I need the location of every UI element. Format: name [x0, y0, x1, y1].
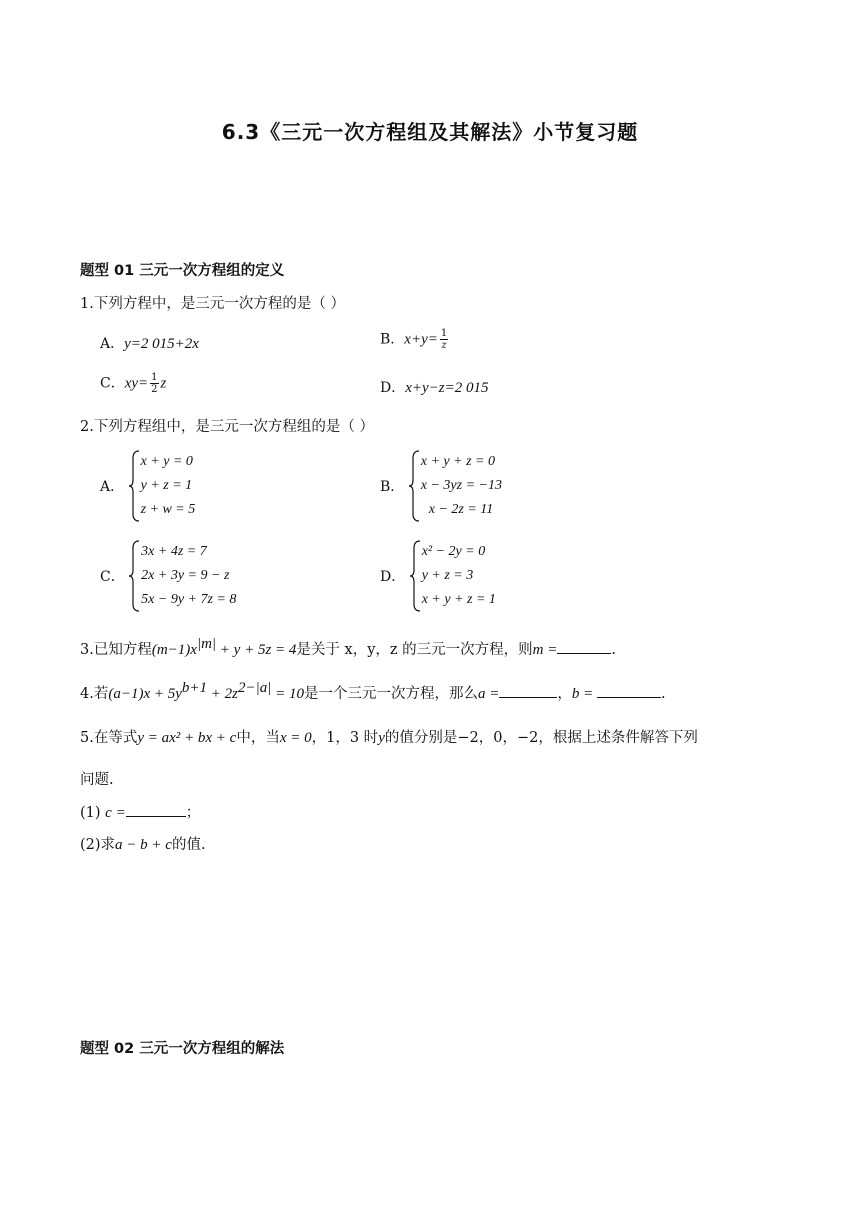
- brace-icon: [129, 450, 141, 522]
- q1-option-b-fraction: $\frac{1}{z}$: [440, 328, 448, 351]
- q2-a-row-1: x + y = 0: [140, 454, 193, 469]
- q2-option-d-system: [410, 540, 496, 612]
- q4-exp2: 2−|a|: [238, 680, 272, 696]
- brace-icon: [410, 540, 422, 612]
- q1-option-c: [100, 372, 166, 395]
- brace-icon: [409, 450, 421, 522]
- q3-post: 是关于 x，y，z 的三元一次方程，则: [296, 641, 533, 658]
- q2-option-d: [380, 540, 496, 612]
- q1-option-b-label: B．: [380, 331, 405, 348]
- q2-c-row-3: 5x − 9y + 7z = 8: [141, 592, 237, 607]
- q2-c-row-1: 3x + 4z = 7: [141, 544, 207, 559]
- q5-mid3: 的值分别是: [384, 730, 458, 746]
- q2-d-row-2: y + z = 3: [421, 568, 474, 583]
- q2-option-a-system: [129, 450, 196, 522]
- q2-c-row-2: 2x + 3y = 9 − z: [141, 568, 230, 583]
- q1-option-a: [100, 333, 199, 353]
- q5-p1-pre: (1): [80, 805, 101, 821]
- q5-p2-pre: (2)求: [80, 837, 116, 853]
- q4-sep: ，: [557, 685, 572, 702]
- q5-p2-post: 的值.: [171, 837, 206, 853]
- q1-option-a-label: A．: [100, 336, 125, 352]
- q2-option-a: [100, 450, 195, 522]
- q3-var: m =: [532, 641, 558, 658]
- q3-end: .: [611, 641, 616, 658]
- q4-end: .: [661, 685, 666, 702]
- brace-icon: [129, 540, 141, 612]
- q1-option-d-label: D．: [380, 380, 406, 396]
- q1-option-b: [380, 328, 450, 351]
- q2-option-b-system: [409, 450, 502, 522]
- question-5-line-1: [80, 726, 698, 747]
- q2-option-c-label: C．: [100, 569, 125, 585]
- q4-expr1: (a−1)x + 5y: [108, 685, 182, 702]
- q4-post: 是一个三元一次方程，那么: [304, 685, 478, 702]
- q1-option-d-text: x+y−z=2 015: [405, 380, 489, 396]
- q3-exponent: |m|: [196, 636, 217, 652]
- question-3: [80, 636, 616, 659]
- q1-option-c-text: xy=: [124, 375, 149, 392]
- q2-d-row-1: x² − 2y = 0: [421, 544, 486, 559]
- q2-option-b: [380, 450, 502, 522]
- q5-xvals: x = 0: [279, 730, 312, 746]
- section-heading-1: 题型 01 三元一次方程组的定义: [80, 263, 285, 279]
- q2-a-row-2: y + z = 1: [140, 478, 193, 493]
- question-5-part-2: [80, 833, 206, 854]
- q3-expr2: + y + 5z = 4: [216, 641, 297, 658]
- q2-d-row-3: x + y + z = 1: [421, 592, 496, 607]
- q5-mid2: ，1，3 时: [311, 730, 379, 746]
- q4-exp1: b+1: [181, 680, 208, 696]
- q1-option-d: [380, 377, 489, 397]
- q5-pre: 5.在等式: [80, 730, 138, 746]
- q3-expr: (m−1)x: [151, 641, 197, 658]
- q3-pre: 3.已知方程: [80, 641, 152, 658]
- q1-option-b-text: x+y=: [404, 331, 438, 348]
- q1-option-c-fraction: $\frac{1}{2}$: [151, 372, 158, 395]
- q2-b-row-3: x − 2z = 11: [428, 502, 494, 517]
- q2-option-d-label: D．: [380, 569, 406, 585]
- q2-option-b-label: B．: [380, 479, 405, 495]
- question-1-stem: 1.下列方程中，是三元一次方程的是（ ）: [80, 296, 345, 312]
- q4-expr3: = 10: [271, 685, 304, 702]
- q5-p1-end: ；: [185, 805, 201, 821]
- question-4: [80, 680, 666, 703]
- q2-b-row-2: x − 3yz = −13: [420, 478, 502, 493]
- q5-post: ，根据上述条件解答下列: [538, 730, 698, 746]
- q4-pre: 4.若: [80, 685, 109, 702]
- question-5-line-2: 问题.: [80, 772, 114, 788]
- q5-p1-blank[interactable]: [126, 802, 186, 817]
- q4-b-blank[interactable]: [597, 683, 661, 698]
- q2-option-a-label: A．: [100, 479, 125, 495]
- q2-a-row-3: z + w = 5: [140, 502, 196, 517]
- q1-option-c-tail: z: [160, 375, 167, 392]
- question-2-stem: 2.下列方程组中，是三元一次方程组的是（ ）: [80, 419, 374, 435]
- q2-option-c: [100, 540, 236, 612]
- q5-equation: y = ax² + bx + c: [137, 730, 237, 746]
- q4-expr2: + 2z: [207, 685, 238, 702]
- page-title: 6.3《三元一次方程组及其解法》小节复习题: [221, 120, 639, 144]
- q1-option-c-label: C．: [100, 375, 125, 392]
- question-5-part-1: [80, 801, 200, 822]
- q3-answer-blank[interactable]: [557, 639, 611, 654]
- q5-mid1: 中，当: [236, 730, 280, 746]
- q2-b-row-1: x + y + z = 0: [420, 454, 495, 469]
- q5-yvals: −2，0，−2: [457, 730, 539, 746]
- q4-a-blank[interactable]: [499, 683, 557, 698]
- q2-option-c-system: [129, 540, 236, 612]
- q5-yvar: y: [378, 730, 385, 746]
- q5-p2-expr: a − b + c: [115, 837, 172, 853]
- q4-b: b =: [571, 685, 597, 702]
- q1-option-a-text: y=2 015+2x: [124, 336, 199, 352]
- q4-a: a =: [478, 685, 500, 702]
- q5-p1-var: c =: [105, 805, 126, 821]
- section-heading-2: 题型 02 三元一次方程组的解法: [80, 1041, 285, 1057]
